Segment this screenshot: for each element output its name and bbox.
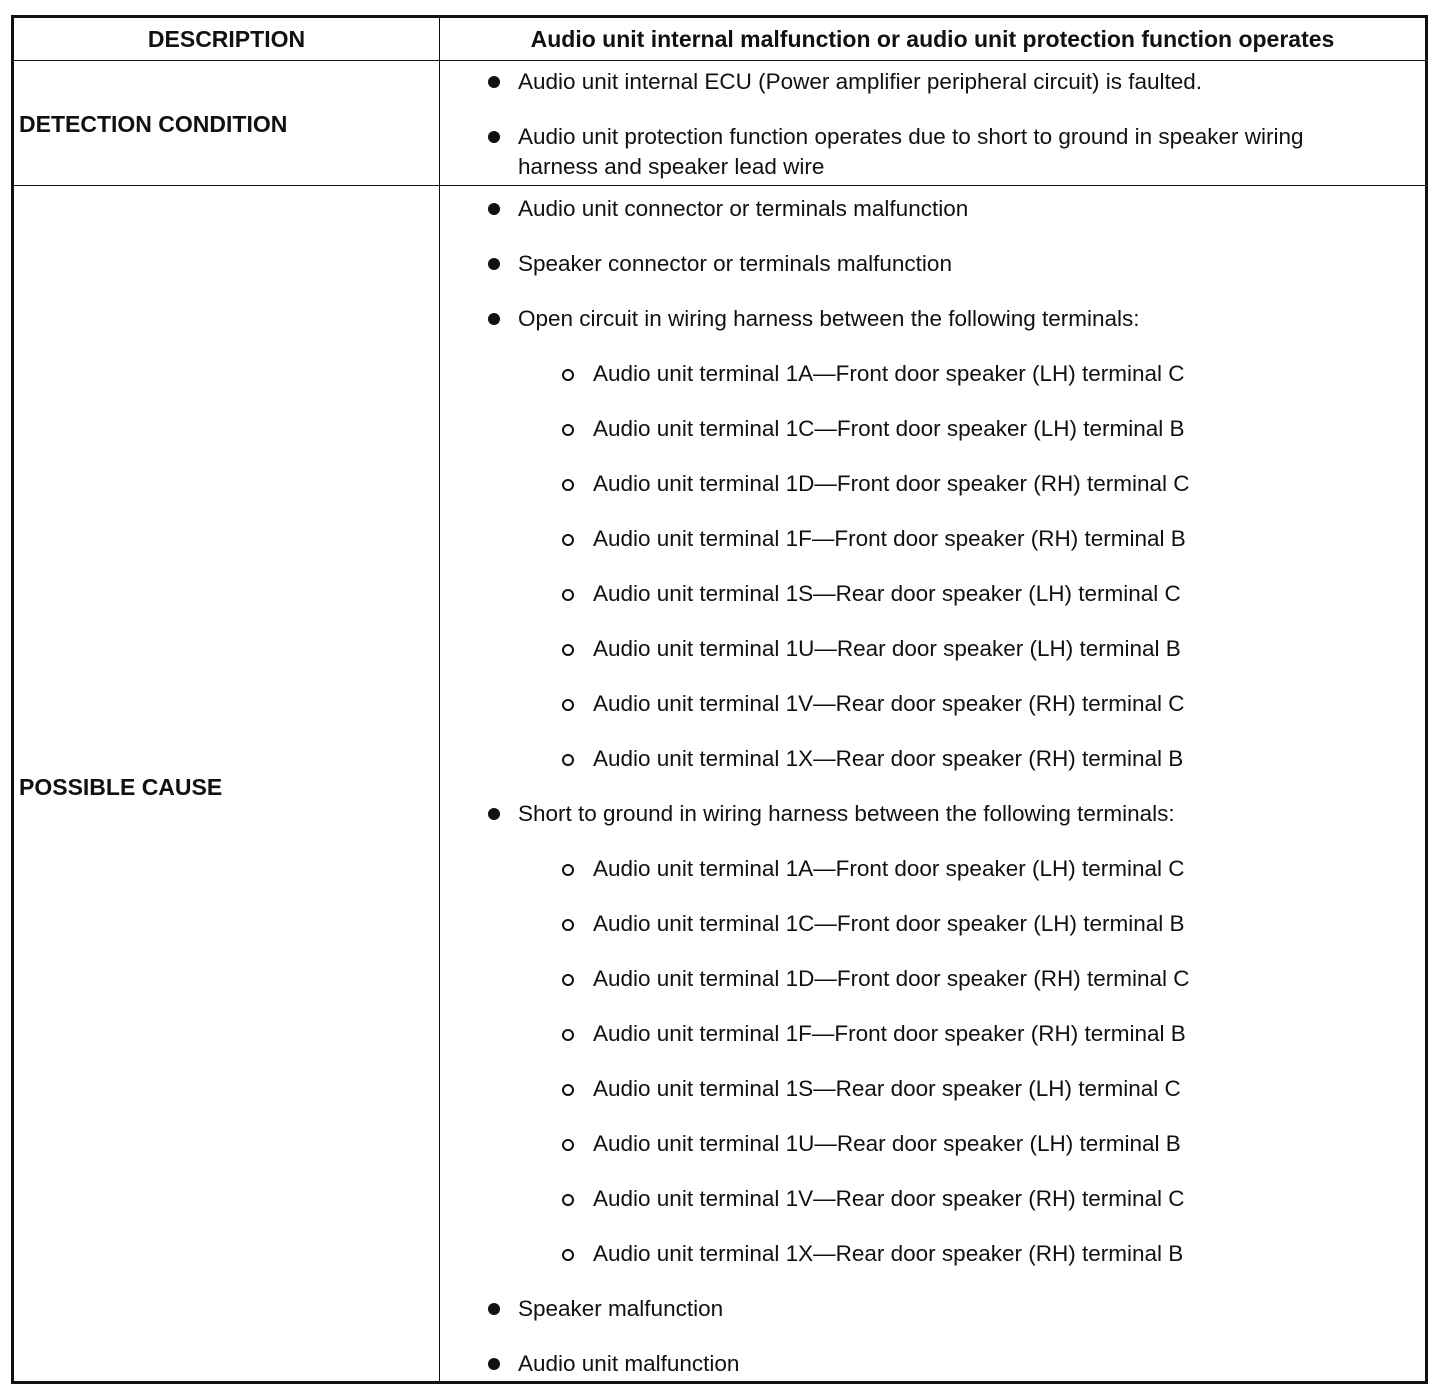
row-divider — [14, 185, 1425, 186]
column-divider — [439, 18, 440, 1381]
bullet-ring-icon — [562, 1084, 574, 1096]
bullet-ring-icon — [562, 974, 574, 986]
bullet-dot-icon — [488, 1358, 500, 1370]
bullet-dot-icon — [488, 258, 500, 270]
bullet-ring-icon — [562, 1029, 574, 1041]
header-divider — [14, 60, 1425, 61]
bullet-dot-icon — [488, 1303, 500, 1315]
bullet-ring-icon — [562, 424, 574, 436]
bullet-dot-icon — [488, 131, 500, 143]
bullet-ring-icon — [562, 699, 574, 711]
bullet-ring-icon — [562, 1139, 574, 1151]
bullet-ring-icon — [562, 479, 574, 491]
header-malfunction-title: Audio unit internal malfunction or audio unit protection function operates — [530, 25, 1335, 52]
bullet-dot-icon — [488, 203, 500, 215]
diagnostic-table: DESCRIPTION Audio unit internal malfunction or audio unit protection function operates DETECTION CONDITION POSSIBLE CAUSE Audio unit internal ECU (Power amplifier peripheral circuit) is faulted. Audio unit protection function operates due to short to ground in speaker wiring harness and speaker lead wire Audio unit connector or terminals malfunction Speaker connector or terminals malfunction Open circuit in wiring harness between the following terminals: Audio unit terminal 1A—Front door speaker (LH) terminal C Audio unit terminal 1C—Front door speaker (LH) terminal B Audio unit terminal 1D—Front door speaker (RH) terminal C Audio unit terminal 1F—Front door speaker (RH) terminal B Audio unit terminal 1S—Rear door speaker (LH) terminal C Audio unit terminal 1U—Rear door speaker (LH) terminal B Audio unit terminal 1V—Rear door speaker (RH) terminal C Audio unit terminal 1X—Rear door speaker (RH) terminal B Short to ground in wiring harness between the following terminals: Audio unit terminal 1A—Front door speaker (LH) terminal C Audio unit terminal 1C—Front door speaker (LH) terminal B Audio unit terminal 1D—Front door speaker (RH) terminal C Audio unit terminal 1F—Front door speaker (RH) terminal B Audio unit terminal 1S—Rear door speaker (LH) terminal C Audio unit terminal 1U—Rear door speaker (LH) terminal B Audio unit terminal 1V—Rear door speaker (RH) terminal C Audio unit terminal 1X—Rear door speaker (RH) terminal B Speaker malfunction Audio unit malfunction — [11, 15, 1428, 1384]
bullet-ring-icon — [562, 534, 574, 546]
bullet-ring-icon — [562, 1194, 574, 1206]
bullet-dot-icon — [488, 76, 500, 88]
bullet-ring-icon — [562, 644, 574, 656]
bullet-ring-icon — [562, 1249, 574, 1261]
bullet-dot-icon — [488, 313, 500, 325]
bullet-ring-icon — [562, 754, 574, 766]
bullet-ring-icon — [562, 589, 574, 601]
bullet-ring-icon — [562, 369, 574, 381]
detection-condition-label: DETECTION CONDITION — [19, 111, 288, 137]
header-description: DESCRIPTION — [147, 25, 306, 52]
possible-cause-label: POSSIBLE CAUSE — [19, 774, 223, 800]
bullet-dot-icon — [488, 808, 500, 820]
bullet-ring-icon — [562, 919, 574, 931]
bullet-ring-icon — [562, 864, 574, 876]
